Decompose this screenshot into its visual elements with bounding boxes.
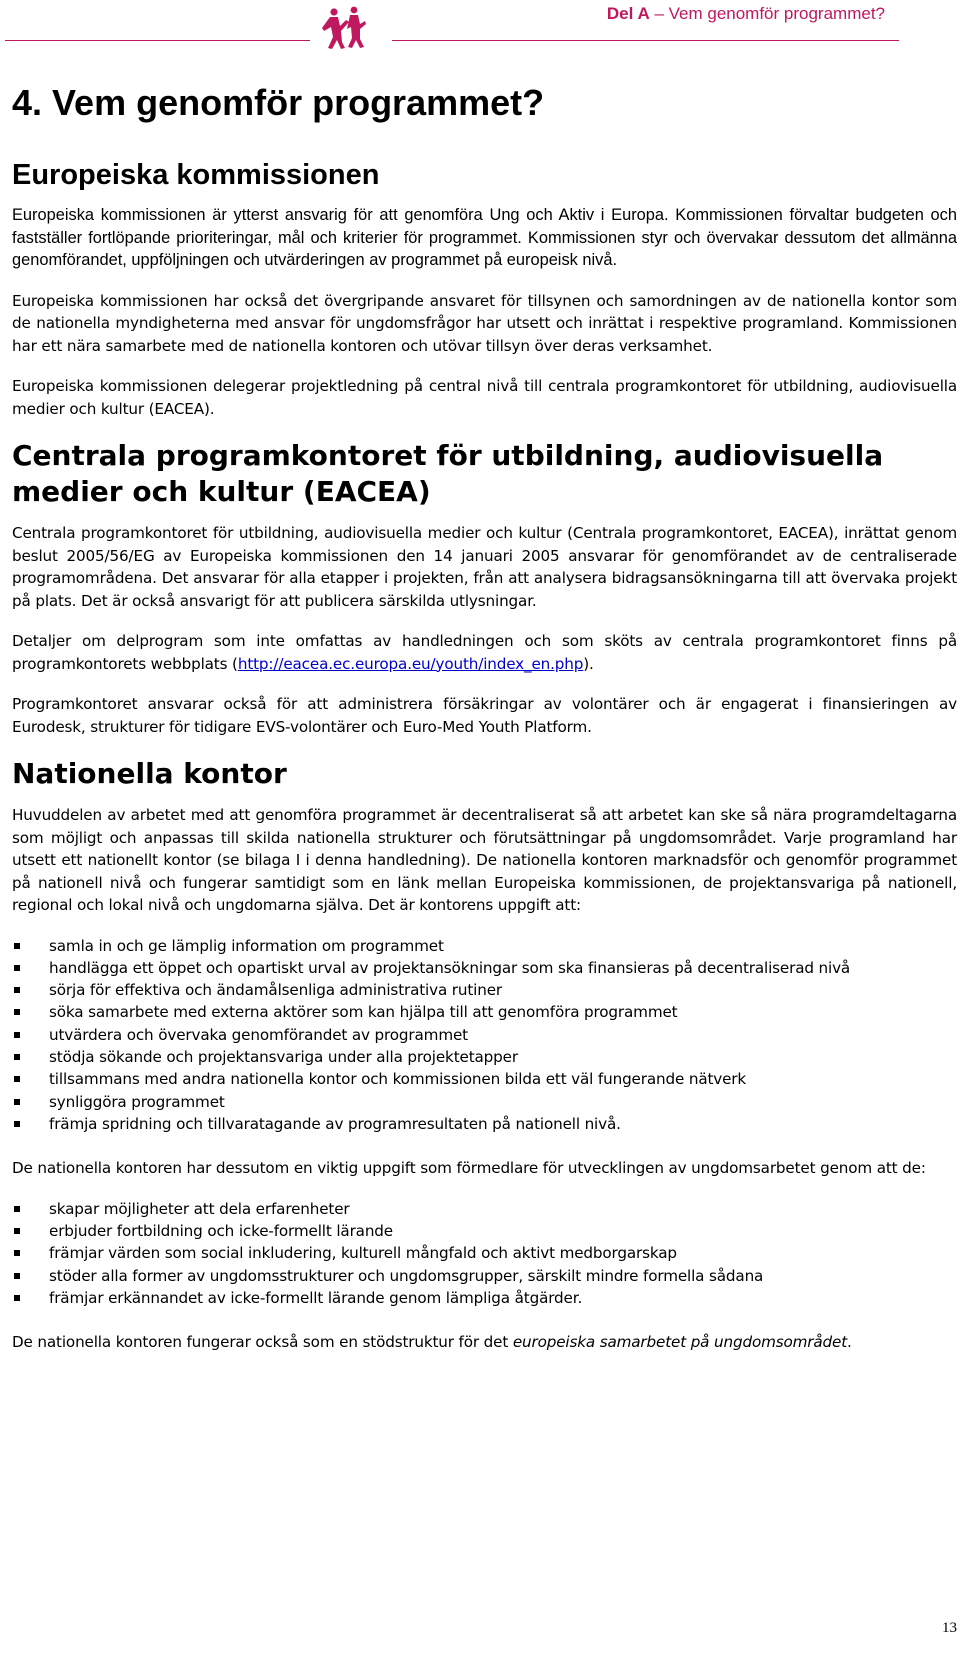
header-rule-left [5,40,310,41]
page-content [12,82,957,1372]
list-item: utvärdera och övervaka genomförandet av programmet [12,1024,957,1046]
list-item: erbjuder fortbildning och icke-formellt lärande [12,1220,957,1242]
commission-paragraph-1: Europeiska kommissionen är ytterst ansvarig för att genomföra Ung och Aktiv i Europa. Kommissionen förvaltar budgeten och fastställer fortlöpande prioriteringar, mål och kriterier för programmet. Kommissionen styr och övervakar dessutom det allmänna genomförandet, uppföljningen och utvärderingen av programmet på europeisk nivå. [12,206,957,269]
national-role-list [12,1198,957,1309]
national-paragraph-3-emphasis: europeiska samarbetet på ungdomsområdet [512,1333,848,1352]
commission-paragraph-2: Europeiska kommissionen har också det övergripande ansvaret för tillsynen och samordningen av de nationella kontor som de nationella myndigheterna med ansvar för ungdomsfrågor har utsett och inrättat i respektive programland. Kommissionen har ett nära samarbete med de nationella kontoren och utövar tillsyn över deras verksamhet. [12,291,957,355]
section-heading-eacea: Centrala programkontoret för utbildning, audiovisuella medier och kultur (EACEA) [12,439,884,508]
youth-figures-logo-icon [318,6,368,50]
eacea-paragraph-3: Programkontoret ansvarar också för att administrera försäkringar av volontärer och är engagerat i finansieringen av Eurodesk, strukturer för tidigare EVS-volontärer och Euro-Med Youth Platform. [12,695,957,736]
list-item: främja spridning och tillvaratagande av programresultaten på nationell nivå. [12,1113,957,1135]
list-item: synliggöra programmet [12,1091,957,1113]
list-item: samla in och ge lämplig information om programmet [12,935,957,957]
eacea-paragraph-2 [12,630,957,675]
national-paragraph-3-text-before: De nationella kontoren fungerar också som en stödstruktur för det [12,1333,513,1352]
eacea-paragraph-1: Centrala programkontoret för utbildning, audiovisuella medier och kultur (Centrala programkontoret, EACEA), inrättat genom beslut 2005/56/EG av Europeiska kommissionen den 14 januari 2005 ansvarar för genomförandet av de centraliserade programområdena. Det ansvarar för alla etapper i projekten, från att analysera bidragsansökningarna till att övervaka projekt på plats. Det är också ansvarigt för att publicera särskilda utlysningar. [12,524,957,610]
header-title-text: – Vem genomför programmet? [649,4,885,23]
page-header [0,0,960,50]
section-heading-national: Nationella kontor [12,757,287,790]
list-item: skapar möjligheter att dela erfarenheter [12,1198,957,1220]
eacea-paragraph-2-text-before: Detaljer om delprogram som inte omfattas av handledningen och som sköts av centrala programkontoret finns på programkontorets webbplats ( [12,632,957,673]
eacea-paragraph-2-text-after: ). [583,654,594,673]
national-paragraph-3-text-after: . [847,1333,852,1352]
national-tasks-list [12,935,957,1136]
header-title [607,4,885,24]
list-item: stöder alla former av ungdomsstrukturer och ungdomsgrupper, särskilt mindre formella sådana [12,1265,957,1287]
page-number: 13 [942,1620,957,1636]
national-paragraph-2: De nationella kontoren har dessutom en viktig uppgift som förmedlare för utvecklingen av ungdomsarbetet genom att de: [12,1159,926,1178]
list-item: främjar värden som social inkludering, kulturell mångfald och aktivt medborgarskap [12,1242,957,1264]
list-item: stödja sökande och projektansvariga under alla projektetapper [12,1046,957,1068]
page-title: 4. Vem genomför programmet? [12,82,545,123]
list-item: tillsammans med andra nationella kontor och kommissionen bilda ett väl fungerande nätverk [12,1068,957,1090]
section-heading-commission: Europeiska kommissionen [12,159,380,191]
header-rule-right [392,40,899,41]
national-paragraph-3 [12,1331,957,1354]
list-item: främjar erkännandet av icke-formellt lärande genom lämpliga åtgärder. [12,1287,957,1309]
list-item: handlägga ett öppet och opartiskt urval av projektansökningar som ska finansieras på decentraliserad nivå [12,957,957,979]
header-part: Del A [606,4,650,23]
eacea-website-link[interactable]: http://eacea.ec.europa.eu/youth/index_en.php [237,654,584,673]
commission-paragraph-3: Europeiska kommissionen delegerar projektledning på central nivå till centrala programkontoret för utbildning, audiovisuella medier och kultur (EACEA). [12,377,957,418]
list-item: sörja för effektiva och ändamålsenliga administrativa rutiner [12,979,957,1001]
list-item: söka samarbete med externa aktörer som kan hjälpa till att genomföra programmet [12,1001,957,1023]
national-paragraph-1: Huvuddelen av arbetet med att genomföra programmet är decentraliserat så att arbetet kan ske så nära programdeltagarna som möjligt och anpassas till skilda nationella strukturer och förutsättningar på ungdomsområdet. Varje programland har utsett ett nationellt kontor (se bilaga I i denna handledning). De nationella kontoren marknadsför och genomför programmet på nationell nivå och fungerar samtidigt som en länk mellan Europeiska kommissionen, de projektansvariga på nationell, regional och lokal nivå och ungdomarna själva. Det är kontorens uppgift att: [12,806,957,914]
